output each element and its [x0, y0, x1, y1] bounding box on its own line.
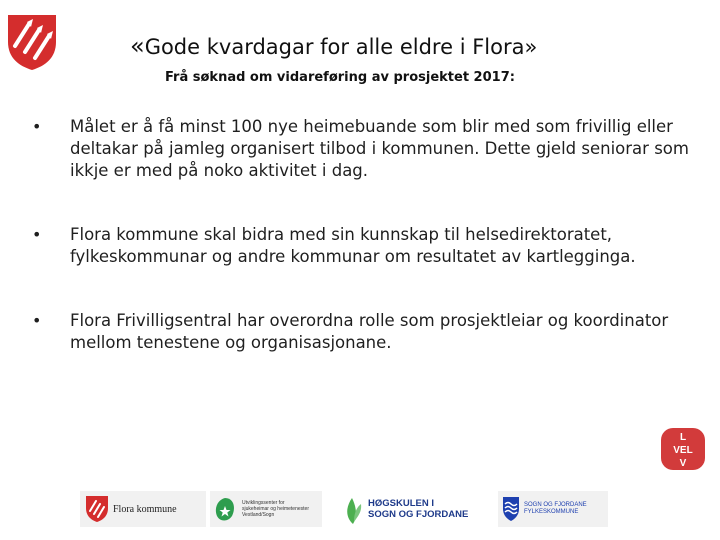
ugh-line-1: Utviklingssenter for: [242, 500, 285, 506]
level-badge-logo: [658, 427, 708, 471]
bullet-marker: •: [32, 225, 42, 244]
bullet-text: Målet er å få minst 100 nye heimebuande som blir med som frivillig eller deltakar på jamleg organisert tilbod i kommunen. Dette gjeld seniorar som ikkje er med på noko aktivitet i dag.: [70, 117, 689, 180]
hvl-leaf-icon: [342, 492, 364, 526]
sfj-line-2: FYLKESKOMMUNE: [524, 509, 579, 515]
bullet-marker: •: [32, 311, 42, 330]
level-badge-letter-top: L: [679, 432, 687, 443]
bullet-item: [32, 310, 692, 354]
flora-crest-icon: [5, 12, 59, 72]
bullet-text: Flora kommune skal bidra med sin kunnskap til helsedirektoratet, fylkeskommunar og andre kommunar om resultatet av kartlegginga.: [70, 225, 636, 266]
utviklingssenter-logo: [210, 491, 322, 527]
sfj-shield-icon: [502, 496, 520, 522]
flora-kommune-logo: [80, 491, 206, 527]
level-badge-letter-mid: VEL: [673, 445, 693, 456]
flora-kommune-name: Flora kommune: [113, 503, 177, 515]
partner-logo-strip: [80, 490, 640, 528]
hvl-line-2: SOGN OG FJORDANE: [368, 509, 469, 520]
ugh-line-3: Vestland/Sogn: [242, 512, 275, 518]
bullet-marker: •: [32, 117, 42, 136]
slide-subtitle: Frå søknad om vidareføring av prosjektet 2017:: [165, 70, 515, 85]
bullet-item: [32, 116, 692, 182]
bullet-item: [32, 224, 692, 268]
ugh-line-2: sjukeheimar og heimetenester: [242, 506, 309, 512]
leaf-star-icon: [212, 494, 238, 524]
slide-title: «Gode kvardagar for alle eldre i Flora»: [130, 32, 538, 60]
hvl-line-1: HØGSKULEN I: [368, 498, 434, 509]
bullet-text: Flora Frivilligsentral har overordna rolle som prosjektleiar og koordinator mellom tenestene og organisasjonane.: [70, 311, 669, 352]
fylkeskommune-logo: [498, 491, 608, 527]
level-badge-letter-bottom: V: [679, 458, 687, 469]
hogskulen-logo: [342, 491, 482, 527]
sfj-line-1: SOGN OG FJORDANE: [524, 502, 587, 508]
bullet-list: [32, 116, 692, 396]
flora-crest-small-icon: [84, 494, 110, 524]
